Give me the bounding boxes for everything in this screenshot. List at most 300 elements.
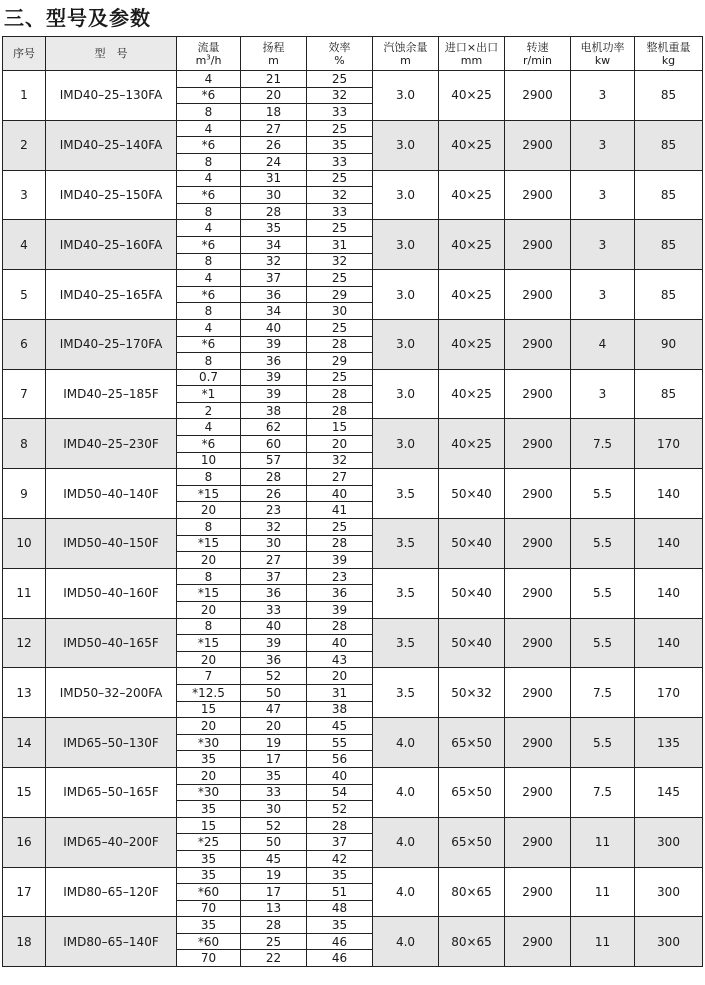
cell-head: 39 [241,386,307,403]
cell-inlet-outlet: 80×65 [439,917,505,967]
cell-index: 4 [3,220,46,270]
cell-efficiency: 28 [307,336,373,353]
cell-inlet-outlet: 65×50 [439,718,505,768]
cell-head: 33 [241,602,307,619]
cell-power: 7.5 [571,767,635,817]
cell-flow: *15 [177,535,241,552]
table-header-row [3,37,703,71]
cell-power: 3 [571,220,635,270]
cell-inlet-outlet: 50×40 [439,568,505,618]
cell-efficiency: 40 [307,635,373,652]
cell-head: 39 [241,336,307,353]
cell-head: 37 [241,568,307,585]
cell-speed: 2900 [505,71,571,121]
cell-power: 5.5 [571,519,635,569]
cell-weight: 90 [635,319,703,369]
cell-efficiency: 20 [307,436,373,453]
cell-flow: *6 [177,236,241,253]
parameter-table [2,36,703,967]
cell-model: IMD40–25–150FA [46,170,177,220]
cell-flow: 4 [177,419,241,436]
cell-efficiency: 45 [307,718,373,735]
cell-efficiency: 35 [307,137,373,154]
header-efficiency: 效率 % [307,37,373,71]
cell-index: 5 [3,270,46,320]
cell-speed: 2900 [505,270,571,320]
cell-npsh: 3.0 [373,319,439,369]
table-row [3,668,703,685]
cell-head: 40 [241,319,307,336]
cell-head: 23 [241,502,307,519]
cell-flow: *6 [177,436,241,453]
cell-npsh: 4.0 [373,817,439,867]
cell-flow: 70 [177,950,241,967]
cell-inlet-outlet: 80×65 [439,867,505,917]
cell-inlet-outlet: 40×25 [439,120,505,170]
cell-inlet-outlet: 40×25 [439,270,505,320]
cell-weight: 140 [635,519,703,569]
cell-head: 34 [241,303,307,320]
cell-npsh: 3.0 [373,71,439,121]
cell-head: 24 [241,153,307,170]
cell-efficiency: 25 [307,319,373,336]
table-row [3,767,703,784]
cell-weight: 85 [635,170,703,220]
cell-head: 18 [241,104,307,121]
cell-efficiency: 25 [307,519,373,536]
cell-flow: *30 [177,784,241,801]
cell-efficiency: 28 [307,386,373,403]
cell-npsh: 4.0 [373,917,439,967]
cell-speed: 2900 [505,469,571,519]
cell-inlet-outlet: 40×25 [439,170,505,220]
cell-efficiency: 28 [307,402,373,419]
cell-power: 7.5 [571,419,635,469]
cell-efficiency: 25 [307,369,373,386]
cell-head: 30 [241,801,307,818]
cell-flow: *6 [177,286,241,303]
cell-efficiency: 46 [307,933,373,950]
header-npsh: 汽蚀余量 m [373,37,439,71]
cell-efficiency: 40 [307,767,373,784]
cell-efficiency: 25 [307,270,373,287]
cell-power: 5.5 [571,469,635,519]
cell-speed: 2900 [505,668,571,718]
header-model: 型 号 [46,37,177,71]
cell-efficiency: 55 [307,734,373,751]
cell-flow: 8 [177,618,241,635]
cell-flow: 8 [177,253,241,270]
cell-flow: 8 [177,353,241,370]
cell-head: 36 [241,651,307,668]
cell-weight: 145 [635,767,703,817]
cell-efficiency: 25 [307,71,373,88]
cell-efficiency: 40 [307,485,373,502]
cell-weight: 85 [635,220,703,270]
cell-efficiency: 29 [307,353,373,370]
cell-index: 12 [3,618,46,668]
cell-efficiency: 28 [307,817,373,834]
cell-power: 3 [571,120,635,170]
cell-weight: 85 [635,71,703,121]
cell-flow: 8 [177,469,241,486]
cell-head: 50 [241,834,307,851]
cell-efficiency: 46 [307,950,373,967]
cell-head: 50 [241,684,307,701]
cell-flow: 0.7 [177,369,241,386]
cell-index: 15 [3,767,46,817]
cell-head: 40 [241,618,307,635]
cell-flow: 4 [177,270,241,287]
cell-head: 62 [241,419,307,436]
cell-weight: 85 [635,270,703,320]
cell-power: 3 [571,170,635,220]
cell-head: 35 [241,767,307,784]
cell-inlet-outlet: 65×50 [439,767,505,817]
cell-weight: 300 [635,817,703,867]
cell-flow: *60 [177,933,241,950]
cell-model: IMD80–65–140F [46,917,177,967]
cell-flow: *12.5 [177,684,241,701]
table-row [3,319,703,336]
table-row [3,419,703,436]
cell-speed: 2900 [505,120,571,170]
table-row [3,220,703,237]
cell-flow: 8 [177,303,241,320]
cell-npsh: 3.0 [373,419,439,469]
cell-head: 27 [241,120,307,137]
cell-speed: 2900 [505,718,571,768]
cell-flow: 8 [177,568,241,585]
cell-flow: *60 [177,884,241,901]
header-flow: 流量 $m^3/h$ [177,37,241,71]
cell-speed: 2900 [505,867,571,917]
cell-efficiency: 28 [307,535,373,552]
cell-head: 25 [241,933,307,950]
cell-inlet-outlet: 40×25 [439,419,505,469]
cell-speed: 2900 [505,519,571,569]
cell-efficiency: 32 [307,253,373,270]
cell-npsh: 3.0 [373,170,439,220]
cell-flow: 20 [177,718,241,735]
cell-power: 3 [571,270,635,320]
cell-head: 37 [241,270,307,287]
cell-head: 60 [241,436,307,453]
cell-head: 27 [241,552,307,569]
cell-efficiency: 33 [307,104,373,121]
cell-efficiency: 52 [307,801,373,818]
cell-head: 39 [241,635,307,652]
cell-head: 20 [241,718,307,735]
cell-flow: *6 [177,336,241,353]
cell-efficiency: 39 [307,602,373,619]
cell-head: 35 [241,220,307,237]
table-row [3,71,703,88]
cell-npsh: 3.5 [373,469,439,519]
cell-efficiency: 25 [307,120,373,137]
cell-speed: 2900 [505,917,571,967]
cell-npsh: 4.0 [373,767,439,817]
cell-efficiency: 28 [307,618,373,635]
cell-flow: 20 [177,651,241,668]
cell-flow: 20 [177,552,241,569]
cell-npsh: 3.0 [373,120,439,170]
cell-model: IMD50–40–165F [46,618,177,668]
cell-weight: 135 [635,718,703,768]
cell-efficiency: 32 [307,87,373,104]
cell-power: 3 [571,71,635,121]
cell-npsh: 3.0 [373,220,439,270]
cell-weight: 85 [635,369,703,419]
cell-flow: 8 [177,104,241,121]
cell-power: 3 [571,369,635,419]
table-row [3,568,703,585]
cell-head: 36 [241,353,307,370]
cell-efficiency: 33 [307,203,373,220]
cell-power: 11 [571,917,635,967]
cell-efficiency: 42 [307,850,373,867]
cell-flow: 4 [177,170,241,187]
cell-inlet-outlet: 65×50 [439,817,505,867]
header-index: 序号 [3,37,46,71]
cell-model: IMD65–50–165F [46,767,177,817]
cell-flow: *6 [177,187,241,204]
cell-head: 22 [241,950,307,967]
cell-flow: 35 [177,751,241,768]
cell-weight: 85 [635,120,703,170]
header-flow-unit: $m^3/h$ [195,52,222,67]
cell-head: 33 [241,784,307,801]
cell-efficiency: 39 [307,552,373,569]
cell-npsh: 3.0 [373,369,439,419]
cell-index: 18 [3,917,46,967]
cell-head: 26 [241,485,307,502]
cell-head: 38 [241,402,307,419]
cell-model: IMD65–50–130F [46,718,177,768]
cell-efficiency: 48 [307,900,373,917]
cell-efficiency: 37 [307,834,373,851]
cell-index: 16 [3,817,46,867]
cell-flow: *15 [177,585,241,602]
cell-head: 32 [241,253,307,270]
cell-index: 7 [3,369,46,419]
cell-head: 31 [241,170,307,187]
cell-head: 17 [241,884,307,901]
cell-flow: *6 [177,137,241,154]
cell-model: IMD40–25–185F [46,369,177,419]
cell-model: IMD40–25–170FA [46,319,177,369]
cell-model: IMD40–25–140FA [46,120,177,170]
cell-head: 28 [241,203,307,220]
cell-efficiency: 25 [307,170,373,187]
cell-weight: 300 [635,867,703,917]
header-weight: 整机重量 kg [635,37,703,71]
cell-flow: 70 [177,900,241,917]
cell-efficiency: 43 [307,651,373,668]
cell-model: IMD40–25–165FA [46,270,177,320]
cell-efficiency: 35 [307,867,373,884]
cell-flow: 15 [177,817,241,834]
cell-efficiency: 32 [307,187,373,204]
cell-flow: 10 [177,452,241,469]
cell-index: 8 [3,419,46,469]
cell-npsh: 3.5 [373,668,439,718]
cell-index: 14 [3,718,46,768]
cell-speed: 2900 [505,369,571,419]
cell-model: IMD65–40–200F [46,817,177,867]
cell-npsh: 3.0 [373,270,439,320]
cell-weight: 140 [635,568,703,618]
cell-model: IMD50–40–140F [46,469,177,519]
cell-index: 13 [3,668,46,718]
table-row [3,618,703,635]
cell-efficiency: 27 [307,469,373,486]
cell-head: 45 [241,850,307,867]
cell-index: 1 [3,71,46,121]
cell-speed: 2900 [505,419,571,469]
cell-flow: 35 [177,917,241,934]
cell-head: 28 [241,469,307,486]
table-row [3,867,703,884]
cell-speed: 2900 [505,319,571,369]
cell-speed: 2900 [505,568,571,618]
cell-flow: 4 [177,120,241,137]
cell-index: 6 [3,319,46,369]
cell-weight: 170 [635,668,703,718]
cell-head: 26 [241,137,307,154]
cell-flow: 7 [177,668,241,685]
cell-power: 5.5 [571,718,635,768]
cell-index: 3 [3,170,46,220]
table-body [3,71,703,967]
cell-power: 4 [571,319,635,369]
cell-flow: *15 [177,485,241,502]
cell-speed: 2900 [505,767,571,817]
cell-npsh: 4.0 [373,718,439,768]
cell-weight: 170 [635,419,703,469]
cell-inlet-outlet: 50×32 [439,668,505,718]
cell-head: 17 [241,751,307,768]
cell-model: IMD40–25–160FA [46,220,177,270]
cell-head: 30 [241,187,307,204]
cell-head: 36 [241,286,307,303]
cell-weight: 140 [635,618,703,668]
cell-flow: 35 [177,801,241,818]
cell-efficiency: 30 [307,303,373,320]
cell-inlet-outlet: 50×40 [439,618,505,668]
cell-head: 28 [241,917,307,934]
cell-flow: *1 [177,386,241,403]
cell-inlet-outlet: 50×40 [439,519,505,569]
cell-flow: 2 [177,402,241,419]
cell-flow: 4 [177,71,241,88]
section-title: 三、型号及参数 [4,6,151,30]
cell-flow: *30 [177,734,241,751]
cell-flow: *25 [177,834,241,851]
cell-head: 13 [241,900,307,917]
cell-efficiency: 35 [307,917,373,934]
cell-head: 57 [241,452,307,469]
cell-speed: 2900 [505,170,571,220]
cell-head: 39 [241,369,307,386]
cell-flow: 20 [177,602,241,619]
cell-power: 5.5 [571,568,635,618]
cell-efficiency: 51 [307,884,373,901]
cell-efficiency: 32 [307,452,373,469]
cell-flow: 8 [177,153,241,170]
table-row [3,718,703,735]
cell-power: 7.5 [571,668,635,718]
table-row [3,917,703,934]
cell-efficiency: 56 [307,751,373,768]
cell-head: 34 [241,236,307,253]
cell-model: IMD80–65–120F [46,867,177,917]
cell-npsh: 3.5 [373,568,439,618]
cell-index: 2 [3,120,46,170]
cell-head: 47 [241,701,307,718]
cell-inlet-outlet: 40×25 [439,71,505,121]
cell-flow: *6 [177,87,241,104]
cell-speed: 2900 [505,220,571,270]
cell-speed: 2900 [505,817,571,867]
cell-npsh: 4.0 [373,867,439,917]
cell-model: IMD40–25–230F [46,419,177,469]
table-row [3,170,703,187]
cell-flow: 15 [177,701,241,718]
header-power: 电机功率 kw [571,37,635,71]
cell-efficiency: 23 [307,568,373,585]
cell-head: 36 [241,585,307,602]
cell-model: IMD40–25–130FA [46,71,177,121]
header-inlet-outlet: 进口×出口 mm [439,37,505,71]
cell-npsh: 3.5 [373,618,439,668]
cell-model: IMD50–40–150F [46,519,177,569]
cell-flow: *15 [177,635,241,652]
cell-efficiency: 20 [307,668,373,685]
cell-efficiency: 31 [307,236,373,253]
cell-power: 11 [571,817,635,867]
cell-head: 52 [241,817,307,834]
table-row [3,120,703,137]
cell-head: 19 [241,867,307,884]
cell-index: 17 [3,867,46,917]
cell-head: 30 [241,535,307,552]
cell-flow: 8 [177,519,241,536]
cell-speed: 2900 [505,618,571,668]
cell-efficiency: 41 [307,502,373,519]
cell-flow: 4 [177,220,241,237]
cell-efficiency: 31 [307,684,373,701]
cell-flow: 4 [177,319,241,336]
cell-power: 5.5 [571,618,635,668]
cell-flow: 8 [177,203,241,220]
table-row [3,270,703,287]
cell-inlet-outlet: 40×25 [439,319,505,369]
cell-index: 11 [3,568,46,618]
cell-head: 52 [241,668,307,685]
cell-model: IMD50–40–160F [46,568,177,618]
cell-efficiency: 33 [307,153,373,170]
cell-inlet-outlet: 40×25 [439,369,505,419]
cell-model: IMD50–32–200FA [46,668,177,718]
cell-npsh: 3.5 [373,519,439,569]
table-row [3,369,703,386]
cell-head: 21 [241,71,307,88]
cell-efficiency: 54 [307,784,373,801]
cell-efficiency: 38 [307,701,373,718]
cell-efficiency: 25 [307,220,373,237]
cell-index: 10 [3,519,46,569]
